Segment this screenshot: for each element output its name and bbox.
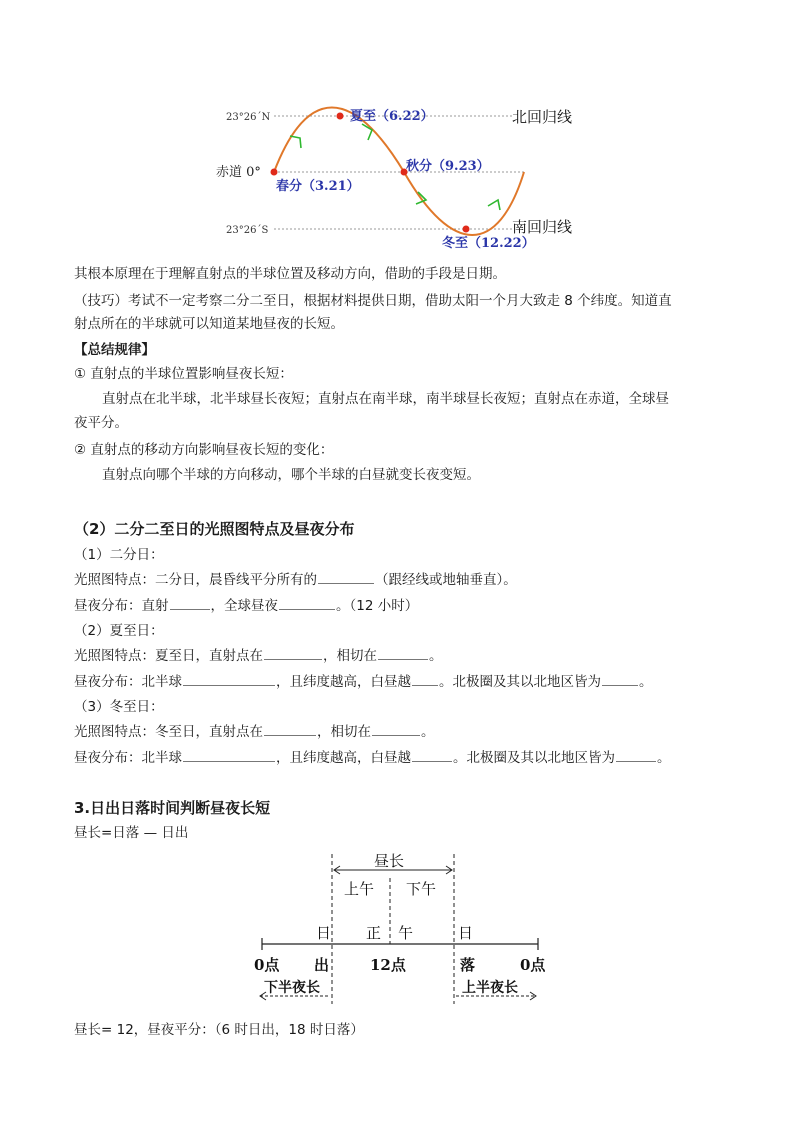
tip-line-1: （技巧）考试不一定考察二分二至日，根据材料提供日期，借助太阳一个月大致走 8 个纬度。知道直 <box>74 293 672 309</box>
zero-right-label: 0点 <box>520 956 546 974</box>
answer-blank[interactable] <box>170 608 210 610</box>
noon-label-b: 午 <box>398 924 414 942</box>
answer-blank[interactable] <box>412 684 438 686</box>
summary-item-1-desc-a: 直射点在北半球，北半球昼长夜短；直射点在南半球，南半球昼长夜短；直射点在赤道，全球昼 <box>102 391 669 407</box>
answer-blank[interactable] <box>183 684 275 686</box>
answer-blank[interactable] <box>372 734 420 736</box>
first-half-night-label: 上半夜长 <box>462 980 518 996</box>
summer-point <box>337 113 344 120</box>
equinox-heading: （1）二分日： <box>74 547 164 563</box>
answer-blank[interactable] <box>412 760 452 762</box>
day-length-label: 昼长 <box>374 852 405 870</box>
equal-day-night-note: 昼长= 12，昼夜平分：（6 时日出，18 时日落） <box>74 1022 364 1038</box>
winter-point <box>463 226 470 233</box>
summer-feature: 光照图特点：夏至日，直射点在 ，相切在 。 <box>74 648 443 664</box>
sunrise-label-top: 日 <box>316 924 332 942</box>
equinox-feature: 光照图特点：二分日，晨昏线平分所有的 （跟经线或地轴垂直）。 <box>74 572 517 588</box>
spring-label: 春分（3.21） <box>276 179 360 194</box>
sunset-label-top: 日 <box>458 924 474 942</box>
second-half-night-label: 下半夜长 <box>264 980 320 996</box>
equinox-distribution: 昼夜分布：直射 ，全球昼夜 。（12 小时） <box>74 598 419 614</box>
autumn-label: 秋分（9.23） <box>406 159 490 174</box>
winter-feature: 光照图特点：冬至日，直射点在 ，相切在 。 <box>74 724 435 740</box>
zero-left-label: 0点 <box>254 956 280 974</box>
section-2-title: （2）二分二至日的光照图特点及昼夜分布 <box>74 520 355 538</box>
day-night-timeline <box>250 850 560 1010</box>
summary-item-1-desc-b: 夜平分。 <box>74 415 128 431</box>
noon-label-a: 正 <box>366 924 382 942</box>
pm-label: 下午 <box>406 880 437 898</box>
equator-label: 赤道 0° <box>216 165 261 180</box>
twelve-label: 12点 <box>370 956 406 974</box>
sunset-label-bottom: 落 <box>460 956 476 974</box>
answer-blank[interactable] <box>602 684 638 686</box>
winter-heading: （3）冬至日： <box>74 699 164 715</box>
tip-line-2: 射点所在的半球就可以知道某地昼夜的长短。 <box>74 316 344 332</box>
summary-item-2: ② 直射点的移动方向影响昼夜长短的变化： <box>74 442 334 458</box>
tropic-n-label: 北回归线 <box>512 108 573 126</box>
answer-blank[interactable] <box>279 608 335 610</box>
lat-s-label: 23°26´S <box>226 225 269 236</box>
summary-item-1: ① 直射点的半球位置影响昼夜长短： <box>74 366 293 382</box>
answer-blank[interactable] <box>318 582 374 584</box>
summer-label: 夏至（6.22） <box>350 109 434 124</box>
answer-blank[interactable] <box>183 760 275 762</box>
summer-heading: （2）夏至日： <box>74 623 164 639</box>
subsolar-point-diagram <box>212 96 592 258</box>
summary-title: 【总结规律】 <box>74 342 155 358</box>
answer-blank[interactable] <box>264 658 322 660</box>
section-3-title: 3.日出日落时间判断昼夜长短 <box>74 799 271 817</box>
summer-distribution: 昼夜分布：北半球 ，且纬度越高，白昼越 。北极圈及其以北地区皆为 。 <box>74 674 653 690</box>
summary-item-2-desc: 直射点向哪个半球的方向移动，哪个半球的白昼就变长夜变短。 <box>102 467 480 483</box>
spring-point <box>271 169 278 176</box>
day-length-formula: 昼长=日落 — 日出 <box>74 825 189 841</box>
answer-blank[interactable] <box>264 734 316 736</box>
tropic-s-label: 南回归线 <box>512 218 573 236</box>
am-label: 上午 <box>344 880 375 898</box>
answer-blank[interactable] <box>378 658 428 660</box>
winter-distribution: 昼夜分布：北半球 ，且纬度越高，白昼越 。北极圈及其以北地区皆为 。 <box>74 750 671 766</box>
winter-label: 冬至（12.22） <box>442 236 535 251</box>
answer-blank[interactable] <box>616 760 656 762</box>
lat-n-label: 23°26´N <box>226 112 271 123</box>
sunrise-label-bottom: 出 <box>314 956 330 974</box>
intro-line: 其根本原理在于理解直射点的半球位置及移动方向，借助的手段是日期。 <box>74 266 506 282</box>
